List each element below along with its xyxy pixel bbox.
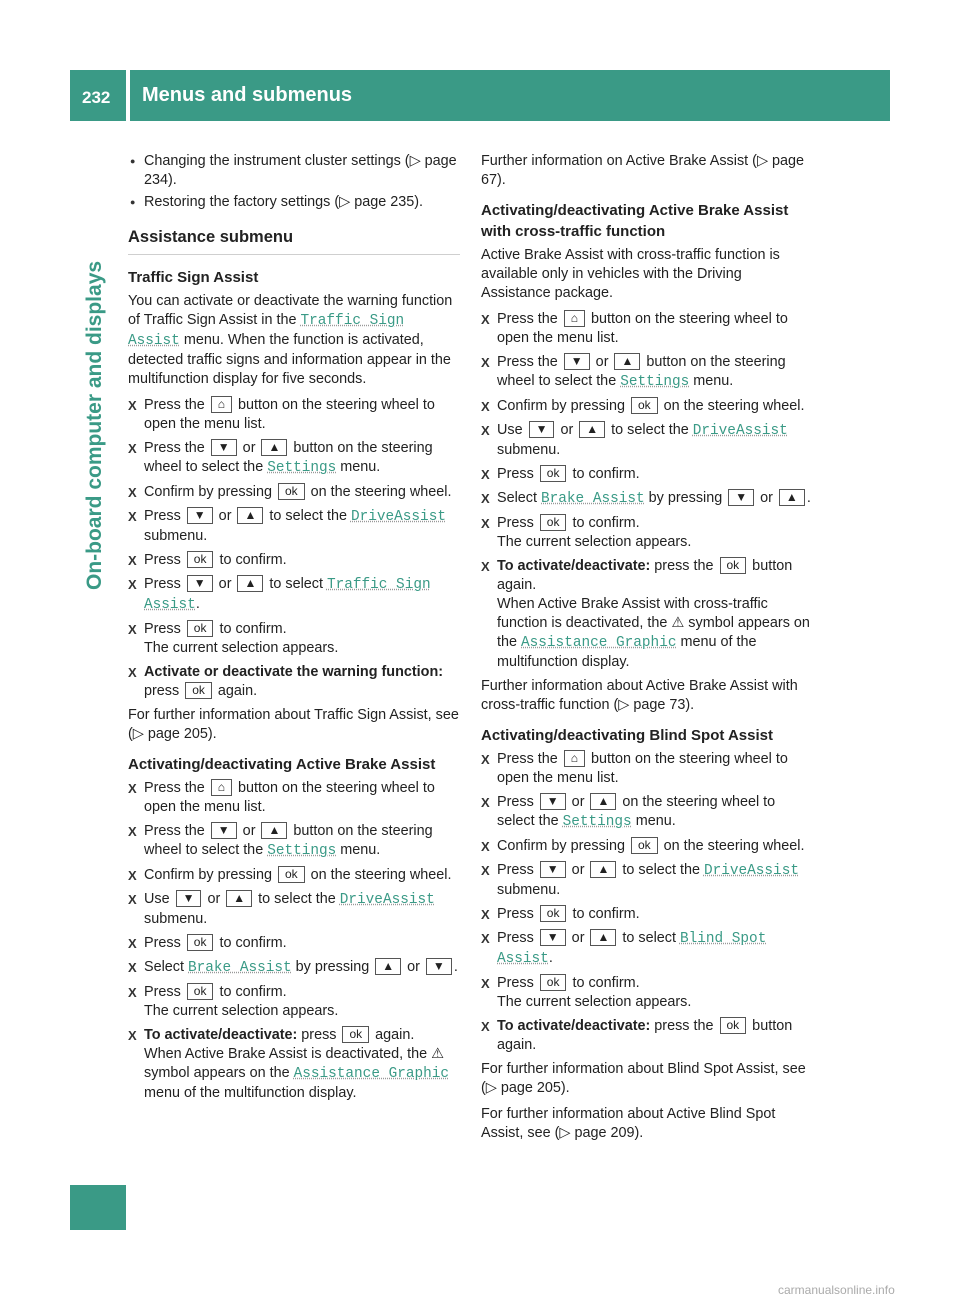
text: Press bbox=[497, 906, 538, 922]
menu-name: Settings bbox=[620, 374, 690, 390]
text: For further information about Traffic Sign Assist, see ( bbox=[128, 707, 459, 742]
cross-traffic-further bbox=[481, 677, 813, 715]
blind-spot-further bbox=[481, 1060, 813, 1098]
text: Press bbox=[497, 930, 538, 946]
step bbox=[481, 974, 813, 1012]
text: page 205). bbox=[143, 726, 217, 742]
brake-further bbox=[481, 152, 813, 190]
step bbox=[481, 861, 813, 900]
step bbox=[481, 465, 813, 484]
text: Press bbox=[144, 935, 185, 951]
text: . bbox=[195, 596, 200, 612]
text: to select the bbox=[618, 862, 704, 878]
text: or bbox=[756, 490, 777, 506]
up-icon: ▲ bbox=[579, 421, 605, 438]
text: Use bbox=[144, 891, 174, 907]
ok-icon: ok bbox=[720, 1017, 747, 1034]
down-icon: ▼ bbox=[529, 421, 555, 438]
step bbox=[481, 397, 813, 416]
step-arrow-icon: X bbox=[128, 960, 137, 975]
ok-icon: ok bbox=[720, 557, 747, 574]
menu-name: Settings bbox=[562, 814, 632, 830]
text: on the steering wheel. bbox=[306, 484, 452, 500]
text: submenu. bbox=[144, 911, 208, 927]
text: on the steering wheel. bbox=[659, 838, 805, 854]
text: Further information on Active Brake Assist ( bbox=[481, 153, 757, 169]
up-icon: ▲ bbox=[237, 507, 263, 524]
text: to select bbox=[265, 576, 327, 592]
step-arrow-icon: X bbox=[128, 985, 137, 1000]
text: For further information about Blind Spot Assist, see ( bbox=[481, 1061, 806, 1096]
step bbox=[128, 396, 460, 434]
step bbox=[481, 489, 813, 509]
text: page 209). bbox=[570, 1125, 644, 1141]
home-icon: ⌂ bbox=[564, 750, 585, 767]
cross-traffic-intro: Active Brake Assist with cross-traffic function is available only in vehicles with the Driving Assistance package. bbox=[481, 247, 780, 301]
text: to confirm. bbox=[215, 984, 287, 1000]
text: to confirm. bbox=[568, 906, 640, 922]
step-arrow-icon: X bbox=[481, 559, 490, 574]
step bbox=[481, 793, 813, 832]
step-arrow-icon: X bbox=[481, 795, 490, 810]
text: button on the steering wheel to open the menu list. bbox=[144, 780, 435, 815]
text: Confirm by pressing bbox=[497, 398, 629, 414]
page-header bbox=[70, 70, 890, 121]
step-arrow-icon: X bbox=[128, 577, 137, 592]
down-icon: ▼ bbox=[540, 861, 566, 878]
text: Confirm by pressing bbox=[144, 867, 276, 883]
ok-icon: ok bbox=[187, 983, 214, 1000]
step bbox=[128, 866, 460, 885]
text: menu of the multifunction display. bbox=[497, 634, 757, 670]
menu-name: Assistance Graphic bbox=[521, 635, 677, 651]
up-icon: ▲ bbox=[779, 489, 805, 506]
down-icon: ▼ bbox=[176, 890, 202, 907]
text: page 73). bbox=[629, 697, 695, 713]
text: to confirm. bbox=[568, 515, 640, 531]
text: page 67). bbox=[481, 153, 805, 188]
text: Press the bbox=[144, 397, 209, 413]
text: Select bbox=[497, 490, 541, 506]
text: . bbox=[453, 959, 458, 975]
down-icon: ▼ bbox=[187, 507, 213, 524]
page-ref-icon: ▷ bbox=[409, 153, 421, 169]
step-arrow-icon: X bbox=[128, 892, 137, 907]
text: press the bbox=[650, 1018, 718, 1034]
text: to select the bbox=[607, 422, 693, 438]
text: button on the steering wheel to select the bbox=[144, 440, 433, 475]
text: To activate/deactivate: bbox=[144, 1027, 298, 1043]
cross-traffic-heading: Activating/deactivating Active Brake Assist with cross-traffic function bbox=[481, 202, 789, 240]
text: Confirm by pressing bbox=[144, 484, 276, 500]
header-divider bbox=[126, 70, 130, 121]
text: or bbox=[214, 508, 236, 524]
up-icon: ▲ bbox=[261, 439, 287, 456]
down-icon: ▼ bbox=[426, 958, 452, 975]
text: to confirm. bbox=[568, 466, 640, 482]
text: Press bbox=[497, 975, 538, 991]
text: to select the bbox=[254, 891, 340, 907]
bullet-text: Restoring the factory settings ( bbox=[144, 194, 340, 210]
step-arrow-icon: X bbox=[128, 441, 137, 456]
menu-name: Assistance Graphic bbox=[293, 1066, 450, 1082]
step bbox=[481, 750, 813, 788]
text: button again. bbox=[497, 1018, 793, 1053]
text: or bbox=[567, 794, 589, 810]
ok-icon: ok bbox=[631, 397, 658, 414]
bullet-factory-settings bbox=[128, 193, 460, 212]
step-arrow-icon: X bbox=[128, 622, 137, 637]
ok-icon: ok bbox=[540, 465, 567, 482]
text: The current selection appears. bbox=[144, 1003, 339, 1019]
menu-name: Brake Assist bbox=[188, 960, 292, 976]
down-icon: ▼ bbox=[211, 822, 237, 839]
text: menu. bbox=[336, 842, 381, 858]
step bbox=[481, 353, 813, 392]
text: to select the bbox=[265, 508, 351, 524]
text: Press the bbox=[144, 823, 209, 839]
page-ref-icon: ▷ bbox=[618, 697, 630, 713]
menu-name: Brake Assist bbox=[541, 491, 645, 507]
text: button on the steering wheel to select the bbox=[144, 823, 433, 858]
up-icon: ▲ bbox=[590, 929, 616, 946]
down-icon: ▼ bbox=[540, 929, 566, 946]
text: on the steering wheel to select the bbox=[497, 794, 776, 829]
text: submenu. bbox=[144, 528, 208, 544]
ok-icon: ok bbox=[185, 682, 212, 699]
text: The current selection appears. bbox=[497, 534, 692, 550]
ok-icon: ok bbox=[187, 934, 214, 951]
step bbox=[128, 983, 460, 1021]
step-arrow-icon: X bbox=[128, 781, 137, 796]
down-icon: ▼ bbox=[211, 439, 237, 456]
text: or bbox=[203, 891, 225, 907]
home-icon: ⌂ bbox=[564, 310, 585, 327]
step bbox=[481, 557, 813, 672]
step-arrow-icon: X bbox=[481, 907, 490, 922]
ok-icon: ok bbox=[278, 483, 305, 500]
up-icon: ▲ bbox=[226, 890, 252, 907]
text: or bbox=[591, 354, 613, 370]
text: Press bbox=[144, 984, 185, 1000]
text: menu. bbox=[689, 373, 734, 389]
bullet-text: page 235). bbox=[350, 194, 424, 210]
step bbox=[128, 507, 460, 546]
ok-icon: ok bbox=[187, 551, 214, 568]
text: to select bbox=[618, 930, 680, 946]
step-arrow-icon: X bbox=[128, 665, 137, 680]
ok-icon: ok bbox=[278, 866, 305, 883]
active-blind-spot-further bbox=[481, 1105, 813, 1143]
bullet-text: page 234). bbox=[144, 153, 457, 188]
text: When Active Brake Assist with cross-traffic function is deactivated, the bbox=[497, 596, 768, 631]
text: button on the steering wheel to open the menu list. bbox=[497, 311, 788, 346]
text: . bbox=[806, 490, 811, 506]
menu-name: DriveAssist bbox=[703, 863, 799, 879]
page-ref-icon: ▷ bbox=[485, 1080, 497, 1096]
step bbox=[128, 439, 460, 478]
right-column bbox=[481, 152, 813, 1150]
text: Press bbox=[144, 508, 185, 524]
traffic-sign-heading: Traffic Sign Assist bbox=[128, 269, 259, 286]
step bbox=[481, 310, 813, 348]
text: or bbox=[567, 862, 589, 878]
text: Press bbox=[144, 621, 185, 637]
text: or bbox=[214, 576, 236, 592]
menu-name: Settings bbox=[267, 460, 337, 476]
text: or bbox=[403, 959, 424, 975]
down-icon: ▼ bbox=[187, 575, 213, 592]
text: Select bbox=[144, 959, 188, 975]
text: symbol appears on the bbox=[144, 1065, 294, 1081]
text: press bbox=[144, 683, 184, 699]
step-arrow-icon: X bbox=[128, 1028, 137, 1043]
step-arrow-icon: X bbox=[481, 516, 490, 531]
text: by pressing bbox=[644, 490, 727, 506]
step-arrow-icon: X bbox=[128, 485, 137, 500]
step bbox=[128, 620, 460, 658]
traffic-sign-further bbox=[128, 706, 460, 744]
ok-icon: ok bbox=[540, 514, 567, 531]
step-arrow-icon: X bbox=[481, 976, 490, 991]
down-icon: ▼ bbox=[564, 353, 590, 370]
side-chapter-label: On-board computer and displays bbox=[83, 260, 106, 590]
blind-spot-heading: Activating/deactivating Blind Spot Assist bbox=[481, 727, 773, 744]
step-arrow-icon: X bbox=[481, 399, 490, 414]
text: to confirm. bbox=[215, 935, 287, 951]
page-ref-icon: ▷ bbox=[756, 153, 769, 169]
step bbox=[128, 551, 460, 570]
text: or bbox=[238, 823, 260, 839]
text: Press the bbox=[497, 311, 562, 327]
step bbox=[128, 575, 460, 615]
text: Press bbox=[497, 515, 538, 531]
text: submenu. bbox=[497, 882, 561, 898]
page-number: 232 bbox=[82, 88, 111, 107]
up-icon: ▲ bbox=[237, 575, 263, 592]
text: page 205). bbox=[496, 1080, 570, 1096]
text: again. bbox=[213, 683, 258, 699]
ok-icon: ok bbox=[540, 905, 567, 922]
text: To activate/deactivate: bbox=[497, 558, 651, 574]
text: to confirm. bbox=[215, 621, 287, 637]
text: Activate or deactivate the warning function: bbox=[144, 664, 444, 680]
text: . bbox=[548, 950, 553, 966]
text: menu. bbox=[336, 459, 381, 475]
text: symbol appears on the bbox=[497, 615, 810, 650]
text: Press the bbox=[497, 354, 562, 370]
step-arrow-icon: X bbox=[128, 398, 137, 413]
text: again. bbox=[371, 1027, 415, 1043]
text: menu. bbox=[631, 813, 676, 829]
down-icon: ▼ bbox=[728, 489, 754, 506]
step-arrow-icon: X bbox=[481, 467, 490, 482]
step-arrow-icon: X bbox=[481, 312, 490, 327]
section-divider bbox=[128, 254, 460, 255]
step-arrow-icon: X bbox=[128, 824, 137, 839]
step-arrow-icon: X bbox=[481, 752, 490, 767]
step bbox=[128, 934, 460, 953]
text: Press the bbox=[144, 780, 209, 796]
step bbox=[128, 483, 460, 502]
page-title: Menus and submenus bbox=[142, 84, 353, 106]
brake-assist-off-icon: ⚠ bbox=[431, 1046, 445, 1062]
text: Use bbox=[497, 422, 527, 438]
step bbox=[128, 890, 460, 929]
text: or bbox=[238, 440, 260, 456]
text: Press bbox=[497, 862, 538, 878]
step-arrow-icon: X bbox=[481, 491, 490, 506]
text: Press the bbox=[144, 440, 209, 456]
up-icon: ▲ bbox=[614, 353, 640, 370]
text: press the bbox=[650, 558, 718, 574]
text: Further information about Active Brake Assist with cross-traffic function ( bbox=[481, 678, 798, 713]
step-arrow-icon: X bbox=[128, 553, 137, 568]
text: button on the steering wheel to open the menu list. bbox=[144, 397, 435, 432]
text: The current selection appears. bbox=[497, 994, 692, 1010]
step-arrow-icon: X bbox=[128, 936, 137, 951]
text: button again. bbox=[497, 558, 793, 593]
step bbox=[481, 421, 813, 460]
step bbox=[481, 905, 813, 924]
menu-name: Settings bbox=[267, 843, 337, 859]
watermark: carmanualsonline.info bbox=[778, 1283, 895, 1297]
text: button on the steering wheel to open the menu list. bbox=[497, 751, 788, 786]
text: submenu. bbox=[497, 442, 561, 458]
step bbox=[481, 514, 813, 552]
step-arrow-icon: X bbox=[481, 863, 490, 878]
text: Press bbox=[144, 576, 185, 592]
menu-name: Blind Spot Assist bbox=[497, 931, 767, 967]
brake-heading: Activating/deactivating Active Brake Assist bbox=[128, 756, 436, 773]
left-column bbox=[128, 152, 460, 1108]
text: Press bbox=[497, 794, 538, 810]
text: The current selection appears. bbox=[144, 640, 339, 656]
bullet-text: Changing the instrument cluster settings ( bbox=[144, 153, 410, 169]
ok-icon: ok bbox=[342, 1026, 369, 1043]
text: Press bbox=[497, 466, 538, 482]
text: When Active Brake Assist is deactivated, the bbox=[144, 1046, 432, 1062]
text: to confirm. bbox=[215, 552, 287, 568]
text: To activate/deactivate: bbox=[497, 1018, 651, 1034]
text: by pressing bbox=[291, 959, 374, 975]
page-ref-icon: ▷ bbox=[132, 726, 144, 742]
text: or bbox=[567, 930, 589, 946]
text: on the steering wheel. bbox=[659, 398, 805, 414]
bullet-instrument-cluster bbox=[128, 152, 460, 190]
up-icon: ▲ bbox=[590, 861, 616, 878]
step bbox=[128, 1026, 460, 1103]
text: Press the bbox=[497, 751, 562, 767]
home-icon: ⌂ bbox=[211, 779, 232, 796]
text: Press bbox=[144, 552, 185, 568]
text: menu. When the function is activated, detected traffic signs and information appear in the multifunction display for five seconds. bbox=[128, 332, 451, 387]
up-icon: ▲ bbox=[261, 822, 287, 839]
ok-icon: ok bbox=[540, 974, 567, 991]
text: menu of the multifunction display. bbox=[144, 1085, 357, 1101]
down-icon: ▼ bbox=[540, 793, 566, 810]
up-icon: ▲ bbox=[375, 958, 401, 975]
step bbox=[481, 1017, 813, 1055]
step bbox=[128, 958, 460, 978]
assistance-heading: Assistance submenu bbox=[128, 228, 294, 246]
traffic-sign-intro bbox=[128, 292, 460, 389]
up-icon: ▲ bbox=[590, 793, 616, 810]
step-arrow-icon: X bbox=[481, 931, 490, 946]
step bbox=[128, 779, 460, 817]
text: press bbox=[297, 1027, 341, 1043]
text: button on the steering wheel to select the bbox=[497, 354, 786, 389]
step bbox=[128, 822, 460, 861]
menu-name: DriveAssist bbox=[350, 509, 446, 525]
step-arrow-icon: X bbox=[481, 423, 490, 438]
text: Confirm by pressing bbox=[497, 838, 629, 854]
menu-name: Traffic Sign Assist bbox=[144, 577, 431, 613]
step bbox=[128, 663, 460, 701]
text: on the steering wheel. bbox=[306, 867, 452, 883]
step-arrow-icon: X bbox=[128, 868, 137, 883]
step-arrow-icon: X bbox=[128, 509, 137, 524]
text: For further information about Active Blind Spot Assist, see ( bbox=[481, 1106, 776, 1141]
page-ref-icon: ▷ bbox=[559, 1125, 571, 1141]
step-arrow-icon: X bbox=[481, 355, 490, 370]
brake-assist-off-icon: ⚠ bbox=[671, 615, 685, 631]
menu-name: DriveAssist bbox=[692, 423, 788, 439]
side-tab-block bbox=[70, 1185, 126, 1230]
menu-name: Traffic Sign Assist bbox=[128, 313, 405, 349]
page-ref-icon: ▷ bbox=[339, 194, 351, 210]
home-icon: ⌂ bbox=[211, 396, 232, 413]
text: You can activate or deactivate the warning function of Traffic Sign Assist in the bbox=[128, 293, 453, 328]
text: or bbox=[556, 422, 578, 438]
step-arrow-icon: X bbox=[481, 839, 490, 854]
step bbox=[481, 929, 813, 969]
ok-icon: ok bbox=[631, 837, 658, 854]
step bbox=[481, 837, 813, 856]
step-arrow-icon: X bbox=[481, 1019, 490, 1034]
text: to confirm. bbox=[568, 975, 640, 991]
menu-name: DriveAssist bbox=[339, 892, 435, 908]
ok-icon: ok bbox=[187, 620, 214, 637]
